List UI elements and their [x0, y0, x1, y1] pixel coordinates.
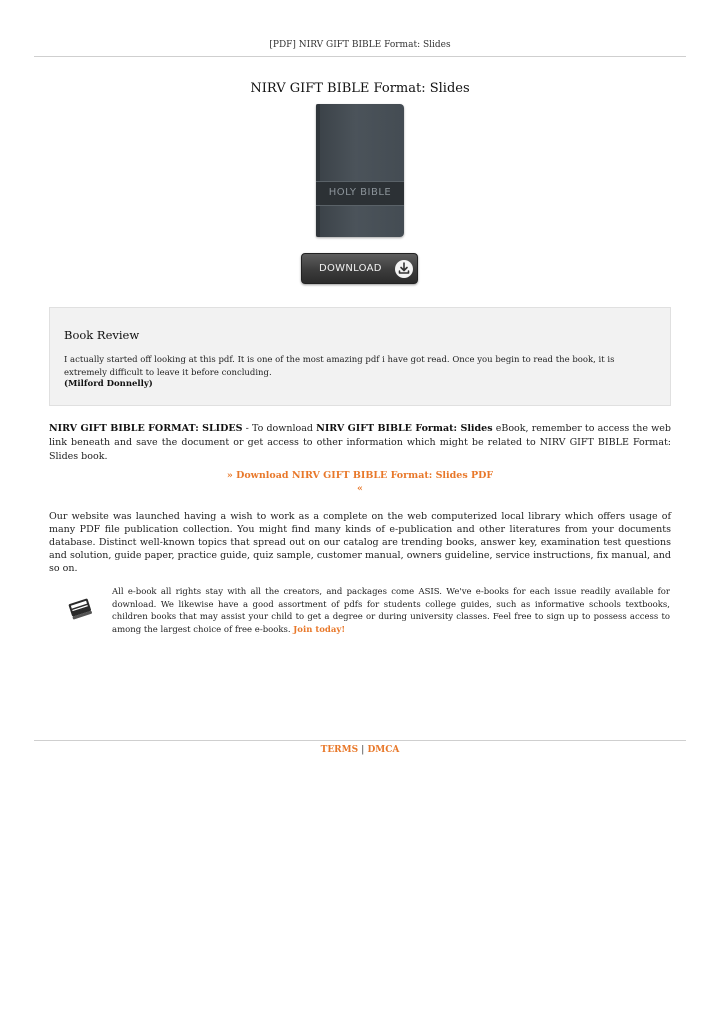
intro-text-1: - To download — [242, 423, 317, 434]
cover-title: HOLY BIBLE — [328, 187, 392, 198]
review-author: (Milford Donnelly) — [64, 379, 153, 389]
book-icon — [66, 594, 94, 622]
dmca-link[interactable]: DMCA — [367, 745, 400, 755]
header-divider — [34, 56, 686, 57]
download-button-label: DOWNLOAD — [319, 263, 382, 274]
footer-separator: | — [361, 745, 365, 755]
intro-text-2: eBook, remember to access the web link beneath and save the document or get access to other information which might be related to NIRV GIFT BIBLE Format: Slides book. — [49, 423, 671, 462]
download-icon — [394, 259, 414, 279]
download-pdf-link[interactable] — [0, 469, 720, 495]
header-title: [PDF] NIRV GIFT BIBLE Format: Slides — [269, 40, 451, 50]
review-heading: Book Review — [64, 328, 140, 342]
footer-divider — [34, 740, 686, 741]
about-paragraph: Our website was launched having a wish to work as a complete on the web computerized local library which offers usage of many PDF file publication collection. You might find many kinds of e-publication and other literatures from your documents database. Distinct well-known topics that spread out on our catalog are trending books, answer key, examination test questions and solution, guide paper, practice guide, quiz sample, customer manual, owners guideline, service instructions, fix manual, and so on. — [49, 511, 671, 574]
footer-links — [0, 745, 720, 755]
book-review-box — [49, 307, 671, 406]
download-pdf-link-suffix: « — [357, 483, 363, 494]
intro-title: NIRV GIFT BIBLE FORMAT: SLIDES — [49, 423, 243, 434]
intro-book-title: NIRV GIFT BIBLE Format: Slides — [316, 423, 493, 434]
rights-notice-text: All e-book all rights stay with all the creators, and packages come ASIS. We've e-books for each issue readily available for download. We likewise have a good assortment of pdfs for students college guides, such as informative schools textbooks, children books that may assist your child to get a degree or during university classes. Feel free to sign up to possess access to among the largest choice of free e-books. — [112, 587, 670, 636]
download-button[interactable] — [301, 253, 418, 284]
rights-notice — [112, 586, 670, 637]
terms-link[interactable]: TERMS — [320, 745, 359, 755]
join-today-link[interactable]: Join today! — [293, 625, 346, 636]
review-text: I actually started off looking at this pdf. It is one of the most amazing pdf i have got read. Once you begin to read the book, it is extremely difficult to leave it before concluding. — [64, 355, 615, 378]
download-pdf-link-label: » Download NIRV GIFT BIBLE Format: Slides PDF — [226, 470, 494, 481]
intro-paragraph — [49, 422, 671, 464]
book-cover-image — [316, 104, 404, 237]
cover-spine — [316, 104, 320, 237]
page-title: NIRV GIFT BIBLE Format: Slides — [250, 81, 470, 96]
